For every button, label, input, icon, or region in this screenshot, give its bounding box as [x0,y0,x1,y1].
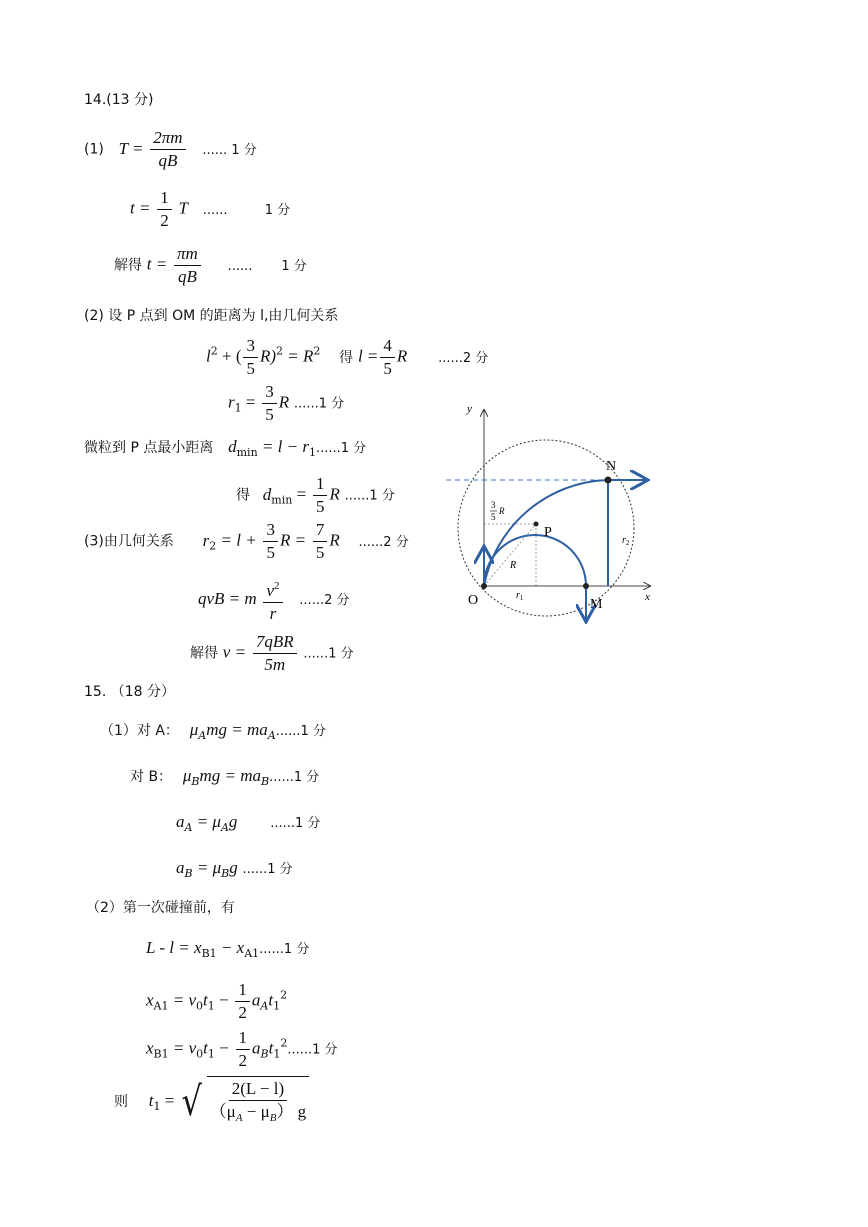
time-denominator: 2 [160,211,169,230]
q14-eq-dmin-result [236,474,395,517]
t1-sub: 1 [153,1100,161,1113]
t1-lhs: t [148,1091,154,1110]
q15-eq-aB [176,858,293,884]
dmin2-lhs: d [262,484,272,504]
t1-numerator: 2(L − l) [229,1079,287,1101]
label-N: N [606,459,617,474]
dmin2-get-label: 得 [236,487,250,504]
xb-den: 2 [238,1051,248,1070]
dmin2-num: 1 [313,474,328,496]
dmin2-den: 5 [315,497,325,516]
eq1-score: ......2 分 [438,350,489,366]
q14-part2-text: (2) 设 P 点到 OM 的距离为 l,由几何关系 [84,308,339,324]
r2-score: ......2 分 [358,534,409,550]
t1-fraction [207,1076,310,1128]
xb-lhs: x [146,1038,154,1058]
xb-t2: t [268,1038,274,1058]
r2-den2: 5 [315,543,325,562]
label-P: P [544,525,552,540]
qvb-numerator [263,576,282,603]
period-score: ...... 1 分 [202,142,257,158]
label-35R-den: 5 [491,512,496,522]
r1-eq: = [241,392,256,412]
point-N [605,477,612,484]
then-label: 则 [114,1094,128,1110]
q15-eq-xB1 [146,1028,338,1071]
xa-lhs: x [146,990,154,1010]
dmin-score: ......1 分 [315,441,367,456]
sqrt-sign-icon: √ [181,1079,203,1125]
a-mu: μ [189,720,199,739]
L-mid: − x [216,938,245,957]
xa-t2: t [268,990,274,1010]
L-sub1: B1 [201,947,217,960]
q15-eq-B [130,766,319,792]
q15-eq-t1 [114,1076,311,1128]
qvb-lhs: qvB = m [198,589,257,608]
r1-lhs: r [228,392,235,412]
v-label: 解得 [190,645,218,662]
period-numerator: 2πm [150,128,185,150]
q15-eq-L [146,938,309,964]
ab-mu-sub: B [221,867,230,880]
q14-part1-label: (1) [84,141,104,158]
a-mu-sub: A [198,729,207,742]
ab-g: g [229,858,238,877]
t1-den-c: ） g [276,1102,307,1121]
label-r2-sub: 2 [625,539,630,547]
r2-sub: 2 [209,539,217,553]
aa-mu-sub: A [220,821,229,834]
dmin-text: 微粒到 P 点最小距离 [84,440,214,456]
q15-eq-xA1 [146,980,287,1023]
v-denominator: 5m [264,655,286,674]
xa-fraction [235,980,250,1023]
solve-numerator: πm [174,244,201,266]
xa-mid: = v [168,990,197,1010]
r2-lhs: r [202,530,210,550]
dmin2-score: ......1 分 [344,488,395,504]
q14-eq-geometry [206,336,488,379]
dmin2-rhs: R [329,484,340,504]
r2-rhs: R [329,530,340,550]
r2-fraction-1 [263,520,278,563]
r1-fraction [262,382,277,425]
q15-eq-A [100,720,326,746]
label-r1-main: r [516,590,520,601]
xb-sq: 2 [280,1036,288,1050]
b-mu-sub: B [191,775,200,788]
xb-fraction [236,1028,251,1071]
eq1-den1: 5 [246,359,255,378]
solve-denominator: qB [177,267,197,286]
dmin-rsub: 1 [308,446,316,459]
label-r1 [516,590,524,602]
xb-t-sub: 1 [207,1047,215,1061]
v-score: ......1 分 [303,646,354,662]
eq1-fraction-2 [380,336,395,379]
solve-label: 解得 [114,257,142,274]
a-mid: mg = ma [206,720,268,739]
q14-eq-solve-time [114,244,307,287]
q14-eq-dmin [84,437,366,463]
eq1-R2: R [396,346,408,366]
b-score: ......1 分 [269,770,320,785]
t1-den-sub1: A [235,1112,243,1124]
aa-sub: A [184,821,193,834]
b-mid: mg = ma [199,766,262,785]
q15-header: 15. （18 分） [84,684,175,700]
ab-lhs: a [176,858,185,877]
r2-den1: 5 [266,543,275,562]
t1-sqrt [179,1076,311,1128]
label-r1-sub: 1 [519,594,524,602]
q14-eq-period [84,128,257,171]
r1-rhs: R [278,392,290,412]
point-P [534,522,539,527]
ab-eq: = μ [192,858,222,877]
trajectory-diagram [440,398,660,628]
q14-eq-time [130,188,290,231]
L-sub2: A1 [244,947,260,960]
a-score: ......1 分 [275,724,326,739]
xb-score: ......1 分 [287,1042,338,1058]
r2-fraction-2 [313,520,328,563]
xa-a: a [251,990,261,1010]
qvb-score: ......2 分 [299,593,350,608]
aa-g: g [228,812,238,831]
x-axis-label: x [645,591,650,603]
y-axis-label: y [467,403,472,415]
solve-fraction [174,244,201,287]
eq1-fraction-1 [243,336,258,379]
r2-num1: 3 [263,520,278,542]
solve-score: ...... 1 分 [227,258,307,274]
t1-den-sub2: B [269,1112,277,1124]
xb-num: 1 [236,1028,251,1050]
xa-sub: A1 [153,999,169,1013]
label-M: M [590,597,603,612]
r2-eq: = l + [216,530,257,550]
radius-R-guide [484,524,536,586]
v-numerator: 7qBR [253,632,297,654]
label-R: R [510,560,517,571]
qvb-fraction [263,576,282,624]
r2-num2: 7 [313,520,328,542]
eq1-l: l [206,346,211,366]
xa-t: t [203,990,208,1010]
aa-lhs: a [176,812,185,831]
xa-t-sub: 1 [207,999,215,1013]
q15-part2-text: （2）第一次碰撞前，有 [86,900,235,916]
dmin-lhs: d [228,437,237,456]
label-35R-num: 3 [491,500,496,510]
r1-score: ......1 分 [293,396,345,412]
time-rhs: T [178,198,188,218]
period-lhs: T = [118,138,144,158]
b-sub: B [261,775,270,788]
time-score: ...... 1 分 [202,202,291,218]
b-label: 对 B： [130,769,173,785]
v-lhs: v = [222,642,247,662]
dmin2-eq: = [292,484,307,504]
L-lhs: L - l = x [146,938,202,957]
xb-minus: − [214,1038,229,1058]
v-fraction [253,632,297,675]
xb-v-sub: 0 [196,1047,204,1061]
qvb-v: v [266,581,275,600]
eq1-eqR: = R [283,346,314,366]
t1-denominator [207,1101,310,1128]
solve-lhs: t = [146,254,168,274]
xa-a-sub: A [260,999,269,1013]
r1-sub: 1 [234,401,242,415]
xb-mid: = v [168,1038,197,1058]
t1-eq: = [160,1091,175,1110]
L-score: ......1 分 [259,942,310,957]
period-denominator: qB [158,151,178,170]
xb-a-sub: B [260,1047,269,1061]
time-numerator: 1 [157,188,172,210]
aa-eq: = μ [192,812,221,831]
qvb-denominator: r [269,604,277,623]
eq1-num1: 3 [243,336,258,358]
t1-den-a: （μ [209,1102,236,1121]
eq1-sq2: 2 [276,344,284,358]
part3-text: (3)由几何关系 [84,533,174,550]
xb-t: t [203,1038,208,1058]
xa-sq: 2 [280,988,288,1002]
xb-a: a [252,1038,261,1058]
eq1-num2: 4 [380,336,395,358]
q15-eq-aA [176,812,320,838]
dmin2-fraction [313,474,328,517]
xa-den: 2 [238,1003,247,1022]
point-M [583,583,589,589]
q14-header: 14.(13 分) [84,92,154,108]
xb-sub: B1 [153,1047,169,1061]
r1-num: 3 [262,382,277,404]
a-label: （1）对 A： [100,723,179,739]
label-r2 [622,535,630,547]
eq1-sq1: 2 [210,344,218,358]
ab-sub: B [184,867,193,880]
xa-num: 1 [235,980,250,1002]
dmin2-sub: min [271,493,293,507]
r1-den: 5 [265,405,274,424]
eq1-l-eq: l = [357,346,379,366]
time-lhs: t = [130,198,151,218]
r2-mid: R = [279,530,307,550]
xa-v-sub: 0 [196,999,204,1013]
xa-minus: − [214,990,229,1010]
ab-score: ......1 分 [242,862,293,877]
dmin-sub: min [236,446,258,459]
eq1-plus: + ( [217,346,242,366]
q14-eq-force [198,576,350,624]
q14-eq-r1 [228,382,344,425]
q14-eq-velocity [190,632,354,675]
eq1-R: R) [259,346,277,366]
q14-eq-r2 [84,520,409,563]
xb-t2-sub: 1 [273,1047,281,1061]
label-r2-main: r [622,535,626,546]
label-35R-R: R [499,506,505,516]
b-mu: μ [182,766,192,785]
time-fraction [157,188,172,231]
period-fraction [150,128,185,171]
t1-den-b: − μ [242,1102,270,1121]
xa-t2-sub: 1 [273,999,281,1013]
eq1-den2: 5 [383,359,392,378]
eq1-get-label: 得 [339,349,354,366]
qvb-sq: 2 [274,580,280,592]
dmin-rhs: = l − r [257,437,309,456]
a-sub: A [267,729,276,742]
label-O: O [468,593,479,608]
point-O [481,583,487,589]
aa-score: ......1 分 [270,816,321,831]
eq1-sq3: 2 [313,344,321,358]
